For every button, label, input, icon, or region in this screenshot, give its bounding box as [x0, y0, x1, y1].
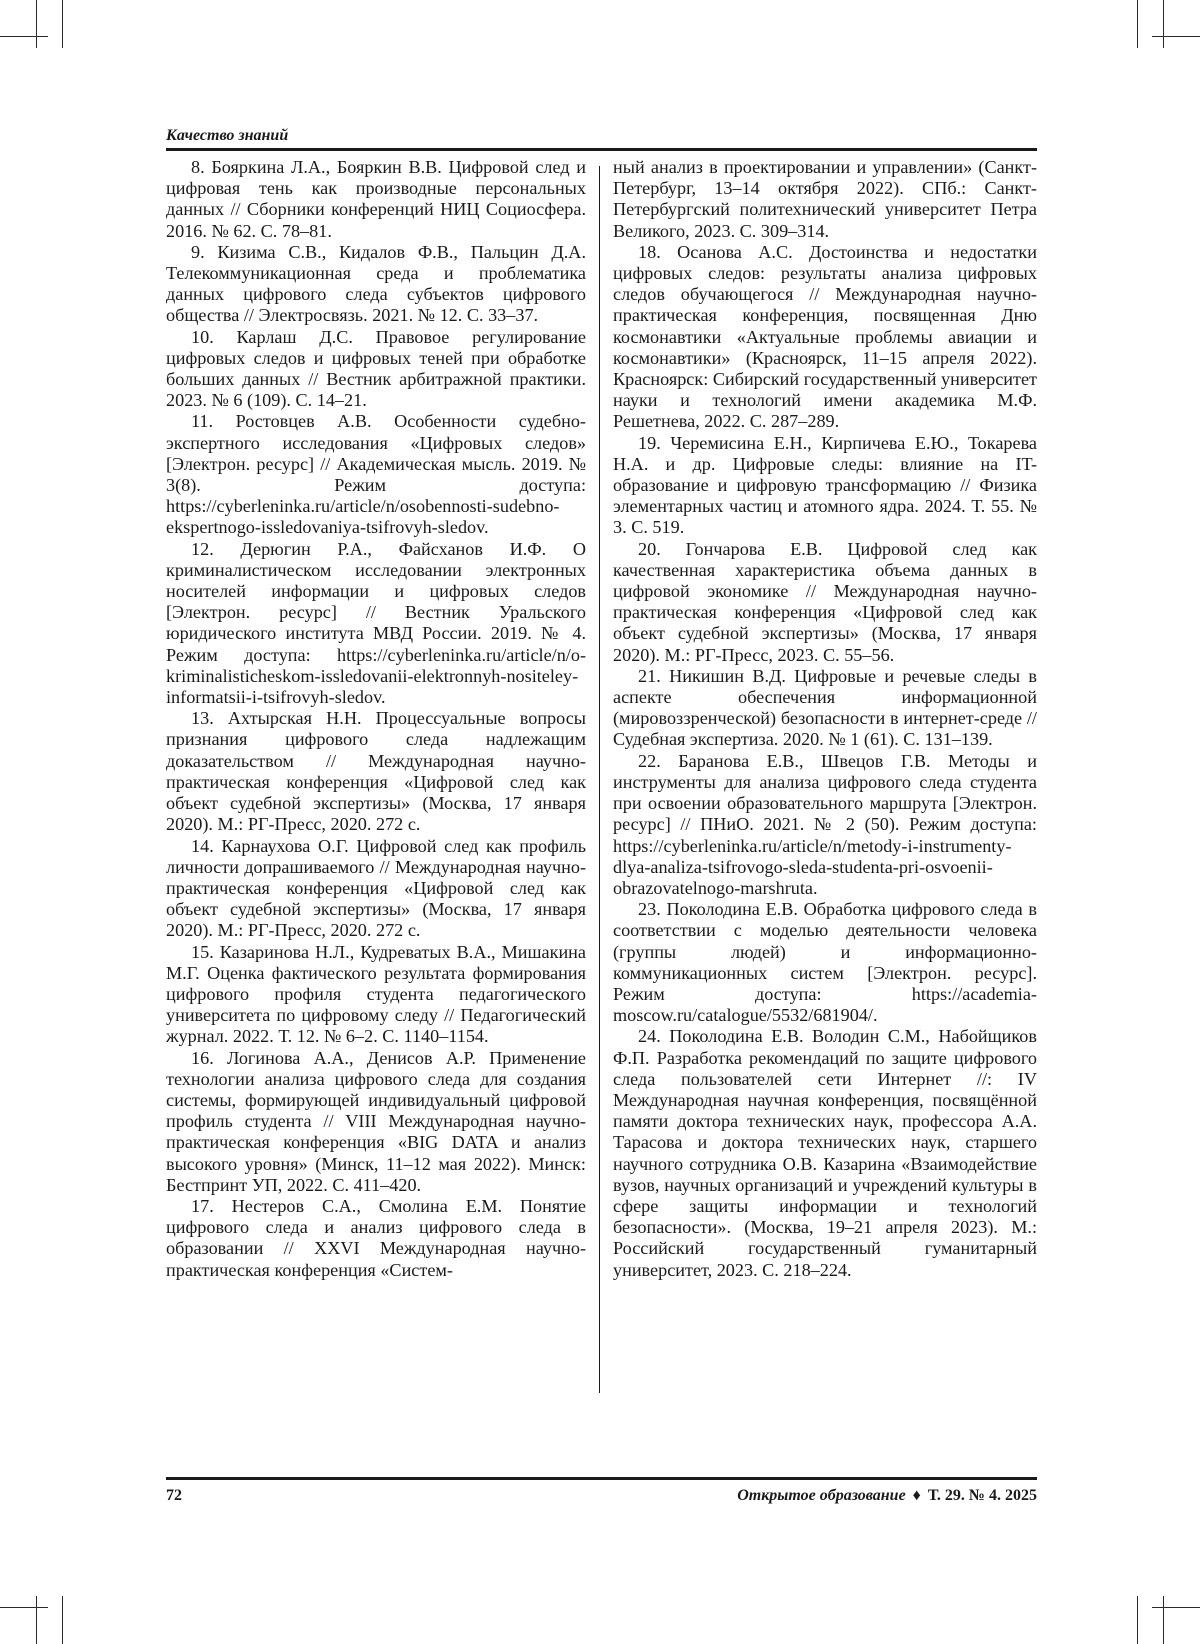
- reference-item-18: 18. Осанова А.С. Достоинства и недостатки цифровых следов: результаты анализа цифровых следов обучающегося // Международная научно-практическая конференция, посвященная Дню космонавтики «Актуальные проблемы авиации и космонавтики» (Красноярск, 11–15 апреля 2022). Красноярск: Сибирский государственный университет науки и технологий имени академика М.Ф. Решетнева, 2022. С. 287–289.: [613, 242, 1037, 433]
- reference-item-22: 22. Баранова Е.В., Швецов Г.В. Методы и инструменты для анализа цифрового следа студента при освоении образовательного маршрута [Электрон. ресурс] // ПНиО. 2021. № 2 (50). Режим доступа: https://cyberleninka.ru/article/n/metody-i-instrumenty-dlya-analiza-tsifrovogo-sleda-studenta-pri-osvoenii-obrazovatelnogo-marshruta.: [613, 751, 1037, 899]
- reference-item-8: 8. Бояркина Л.А., Бояркин В.В. Цифровой след и цифровая тень как производные персональных данных // Сборники конференций НИЦ Социосфера. 2016. № 62. С. 78–81.: [166, 157, 586, 242]
- reference-item-16: 16. Логинова А.А., Денисов А.Р. Применение технологии анализа цифрового следа для создания системы, формирующей индивидуальный цифровой профиль студента // VIII Международная научно-практическая конференция «BIG DATA и анализ высокого уровня» (Минск, 11–12 мая 2022). Минск: Бестпринт УП, 2022. С. 411–420.: [166, 1048, 586, 1196]
- reference-item-10: 10. Карлаш Д.С. Правовое регулирование цифровых следов и цифровых теней при обработке больших данных // Вестник арбитражной практики. 2023. № 6 (109). С. 14–21.: [166, 327, 586, 412]
- crop-mark-top-left-inner: [62, 0, 63, 48]
- footer-rule: [166, 1477, 1037, 1480]
- reference-item-15: 15. Казаринова Н.Л., Кудреватых В.А., Мишакина М.Г. Оценка фактического результата формирования цифрового профиля студента педагогического университета по цифровому следу // Педагогический журнал. 2022. Т. 12. № 6–2. С. 1140–1154.: [166, 942, 586, 1048]
- journal-name: Открытое образование: [737, 1487, 905, 1504]
- diamond-separator-icon: ♦: [913, 1487, 921, 1504]
- journal-issue: Т. 29. № 4. 2025: [928, 1487, 1037, 1504]
- reference-item-20: 20. Гончарова Е.В. Цифровой след как качественная характеристика объема данных в цифровой экономике // Международная научно-практическая конференция «Цифровой след как объект судебной экспертизы» (Москва, 17 января 2020). М.: РГ-Пресс, 2023. С. 55–56.: [613, 539, 1037, 666]
- header-rule: [166, 148, 1037, 151]
- reference-item-21: 21. Никишин В.Д. Цифровые и речевые следы в аспекте обеспечения информационной (мировоззренческой) безопасности в интернет-среде // Судебная экспертиза. 2020. № 1 (61). С. 131–139.: [613, 666, 1037, 751]
- reference-item-17: 17. Нестеров С.А., Смолина Е.М. Понятие цифрового следа и анализ цифрового следа в образовании // XXVI Международная научно-практическая конференция «Систем-: [166, 1196, 586, 1281]
- page-number: 72: [166, 1487, 182, 1505]
- reference-item-19: 19. Черемисина Е.Н., Кирпичева Е.Ю., Токарева Н.А. и др. Цифровые следы: влияние на IT-образование и цифровую трансформацию // Физика элементарных частиц и атомного ядра. 2024. Т. 55. № 3. С. 519.: [613, 433, 1037, 539]
- reference-item-17-continuation: ный анализ в проектировании и управлении» (Санкт-Петербург, 13–14 октября 2022). СПб.: Санкт-Петербургский политехнический университет Петра Великого, 2023. С. 309–314.: [613, 157, 1037, 242]
- crop-mark-bottom-left-vertical: [36, 1596, 37, 1644]
- reference-item-11: 11. Ростовцев А.В. Особенности судебно-экспертного исследования «Цифровых следов» [Электрон. ресурс] // Академическая мысль. 2019. № 3(8). Режим доступа: https://cyberleninka.ru/article/n/osobennosti-sudebno-ekspertnogo-issledovaniya-tsifrovyh-sledov.: [166, 411, 586, 538]
- journal-footer: [737, 1487, 1037, 1505]
- reference-item-14: 14. Карнаухова О.Г. Цифровой след как профиль личности допрашиваемого // Международная научно-практическая конференция «Цифровой след как объект судебной экспертизы» (Москва, 17 января 2020). М.: РГ-Пресс, 2020. 272 с.: [166, 836, 586, 942]
- crop-mark-top-right-horizontal: [1152, 36, 1200, 37]
- crop-mark-bottom-left-horizontal: [0, 1607, 48, 1608]
- crop-mark-bottom-right-vertical: [1163, 1596, 1164, 1644]
- running-head: Качество знаний: [166, 127, 288, 145]
- crop-mark-top-left-horizontal: [0, 36, 48, 37]
- reference-item-12: 12. Дерюгин Р.А., Файсханов И.Ф. О криминалистическом исследовании электронных носителей информации и цифровых следов [Электрон. ресурс] // Вестник Уральского юридического института МВД России. 2019. № 4. Режим доступа: https://cyberleninka.ru/article/n/o-kriminalisticheskom-issledovanii-elektronnyh-nositeley-informatsii-i-tsifrovyh-sledov.: [166, 539, 586, 709]
- references-right-column: [613, 157, 1037, 1281]
- crop-mark-top-left-vertical: [36, 0, 37, 48]
- crop-mark-top-right-vertical: [1163, 0, 1164, 48]
- crop-mark-top-right-inner: [1137, 0, 1138, 48]
- column-divider: [599, 166, 600, 1393]
- crop-mark-bottom-right-horizontal: [1152, 1607, 1200, 1608]
- reference-item-24: 24. Поколодина Е.В. Володин С.М., Набойщиков Ф.П. Разработка рекомендаций по защите цифрового следа пользователей сети Интернет //: IV Международная научная конференция, посвящённой памяти доктора технических наук, профессора А.А. Тарасова и доктора технических наук, старшего научного сотрудника О.В. Казарина «Взаимодействие вузов, научных организаций и учреждений культуры в сфере защиты информации и технологий безопасности». (Москва, 19–21 апреля 2023). М.: Российский государственный гуманитарный университет, 2023. С. 218–224.: [613, 1026, 1037, 1280]
- crop-mark-bottom-right-inner: [1137, 1596, 1138, 1644]
- reference-item-9: 9. Кизима С.В., Кидалов Ф.В., Пальцин Д.А. Телекоммуникационная среда и проблематика данных цифрового следа субъектов цифрового общества // Электросвязь. 2021. № 12. С. 33–37.: [166, 242, 586, 327]
- reference-item-23: 23. Поколодина Е.В. Обработка цифрового следа в соответствии с моделью деятельности человека (группы людей) и информационно-коммуникационных систем [Электрон. ресурс]. Режим доступа: https://academia-moscow.ru/catalogue/5532/681904/.: [613, 899, 1037, 1026]
- crop-mark-bottom-left-inner: [62, 1596, 63, 1644]
- reference-item-13: 13. Ахтырская Н.Н. Процессуальные вопросы признания цифрового следа надлежащим доказательством // Международная научно-практическая конференция «Цифровой след как объект судебной экспертизы» (Москва, 17 января 2020). М.: РГ-Пресс, 2020. 272 с.: [166, 708, 586, 835]
- references-left-column: [166, 157, 586, 1281]
